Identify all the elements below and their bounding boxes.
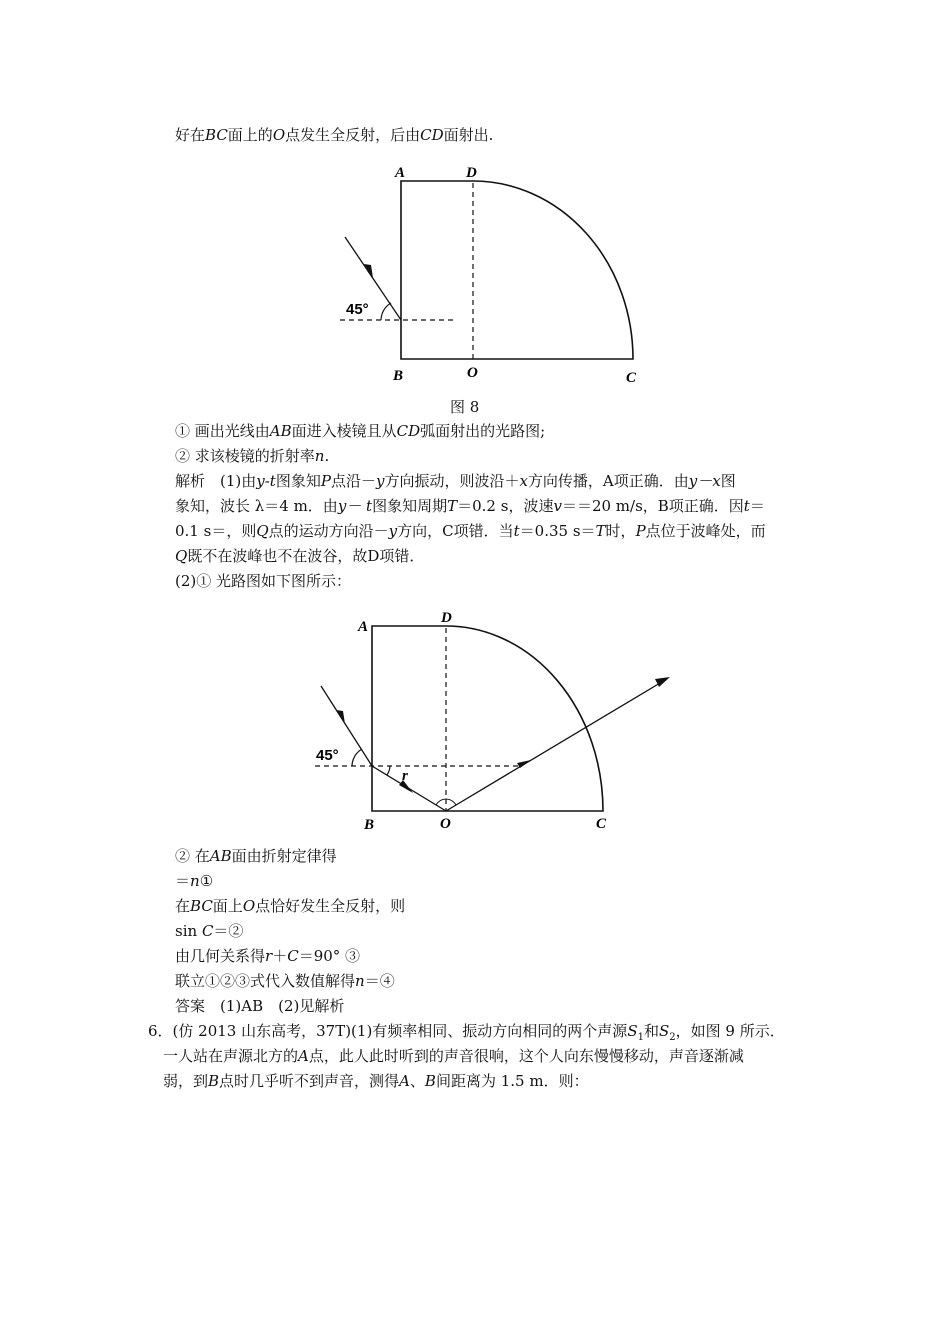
text: 图象知周期 [372,497,448,515]
text: 间距离为 1.5 m．则： [435,1072,589,1090]
symbol: S [658,1022,670,1040]
question-1 [175,421,545,441]
text-line-top [175,125,493,145]
text: ② 求该棱镜的折射率 [175,447,315,465]
label-o: O [467,365,478,381]
symbol: Q [175,547,188,565]
symbol: T [447,497,458,515]
symbol: y-t [256,472,276,490]
text: 点，此人此时听到的声音很响，这个人向东慢慢移动，声音逐渐减 [308,1047,744,1065]
symbol: t [513,522,520,540]
symbol: Q [256,522,269,540]
text: 图 [720,472,736,490]
angle-arc [381,303,391,320]
text: 6．(仿 2013 山东高考，37T)(1)有频率相同、振动方向相同的两个声源 [148,1022,628,1040]
question-2 [175,446,329,466]
solution-line-1 [175,846,337,866]
label-ab: AB [269,422,292,440]
label-r: r [402,768,408,784]
label-o: O [272,126,286,144]
angle-arc [352,749,362,766]
text: ＝0.35 s＝ [519,522,596,540]
text: ＝ [175,872,191,890]
symbol: B [424,1072,436,1090]
label-o: O [242,897,256,915]
figure-8-diagram [330,160,660,390]
symbol-n: n [190,872,200,890]
label-ab: AB [209,847,232,865]
angle-r-arc [387,766,390,775]
text: 面射出. [443,126,494,144]
label-b: B [364,817,375,833]
problem-6-line-3 [163,1071,589,1091]
text: 方向传播，A项正确．由 [527,472,689,490]
analysis-line-4 [175,546,424,566]
text: 由几何关系得 [175,947,266,965]
text: 点沿－ [330,472,376,490]
label-d: D [466,165,477,181]
symbol: y－ t [337,497,373,515]
text: ＝④ [364,972,395,990]
text: ② 在 [175,847,210,865]
label-a: A [395,165,406,181]
text: 面上的 [227,126,273,144]
text: 点位于波峰处，而 [645,522,766,540]
analysis-line-5: (2)① 光路图如下图所示： [175,572,352,590]
problem-6-line-1 [148,1021,785,1048]
text: 面由折射定律得 [231,847,337,865]
text: 象知，波长 λ＝4 m．由 [175,497,338,515]
text: ＝② [213,922,244,940]
reflected-ray [446,683,660,811]
text: 弱，到 [163,1072,209,1090]
symbol: y [375,472,385,490]
solution-line-2 [175,871,213,891]
angle-label: 45° [316,747,339,764]
text: ① [199,872,214,890]
solution-line-4 [175,921,243,941]
symbol: S [627,1022,638,1040]
text: ＝ [749,497,765,515]
symbol: A [399,1072,410,1090]
text: 方向振动，则波沿＋ [384,472,520,490]
symbol: y－x [688,472,721,490]
angle-label: 45° [346,301,369,318]
symbol-r: r [265,947,273,965]
analysis-line-1 [175,471,736,491]
label-cd: CD [396,422,421,440]
solution-line-3 [175,896,405,916]
label-c: C [626,370,637,386]
text: 0.1 s＝，则 [175,522,257,540]
text: 解析 (1)由 [175,472,257,490]
label-bc: BC [205,126,228,144]
text: 图象知 [275,472,321,490]
analysis-line-3 [175,521,766,541]
symbol: y [388,522,398,540]
text: 、 [409,1072,425,1090]
symbol: v [553,497,562,515]
text: 面进入棱镜且从 [291,422,397,440]
label-c: C [596,816,607,832]
text: 在 [175,897,191,915]
text: 点发生全反射，后由 [285,126,421,144]
ray-arrow-icon [655,677,670,687]
text: 点时几乎听不到声音，测得 [219,1072,400,1090]
light-path-diagram [300,600,680,840]
symbol-n: n [314,447,325,465]
text: ＝90° ③ [298,947,361,965]
label-a: A [358,619,369,635]
symbol-c: C [201,922,214,940]
label-o: O [440,816,451,832]
text: . [324,447,330,465]
text: 面上 [212,897,243,915]
label-b: B [393,368,404,384]
text: 好在 [175,126,206,144]
prism-outline [401,181,633,359]
symbol: x [519,472,528,490]
label-d: D [441,610,452,626]
text: ＝0.2 s，波速 [457,497,554,515]
text: 时， [605,522,636,540]
symbol-c: C [287,947,299,965]
symbol: t [743,497,750,515]
text: 弧面射出的光路图; [420,422,546,440]
text: ，如图 9 所示． [675,1022,785,1040]
label-cd: CD [420,126,444,144]
analysis-line-2 [175,496,765,516]
symbol: A [298,1047,309,1065]
solution-line-5 [175,946,360,966]
figure-caption: 图 8 [450,398,480,416]
text: 点恰好发生全反射，则 [255,897,406,915]
symbol: B [208,1072,220,1090]
problem-6-line-2 [163,1046,744,1066]
text: ＋ [272,947,288,965]
text: ① 画出光线由 [175,422,270,440]
answer-line: 答案 (1)AB (2)见解析 [175,997,345,1015]
solution-line-6 [175,971,395,991]
text: sin [175,922,202,940]
text: 联立①②③式代入数值解得 [175,972,356,990]
label-bc: BC [190,897,213,915]
symbol: T [595,522,606,540]
text: 一人站在声源北方的 [163,1047,299,1065]
text: 方向，C项错．当 [397,522,514,540]
symbol: P [320,472,331,490]
subscript: 1 [637,1032,644,1043]
subscript: 2 [669,1032,676,1043]
text: 点的运动方向沿－ [268,522,389,540]
text: ＝＝20 m/s，B项正确．因 [561,497,744,515]
symbol: P [635,522,646,540]
text: 既不在波峰也不在波谷，故D项错． [187,547,425,565]
text: 和 [643,1022,659,1040]
symbol-n: n [355,972,365,990]
